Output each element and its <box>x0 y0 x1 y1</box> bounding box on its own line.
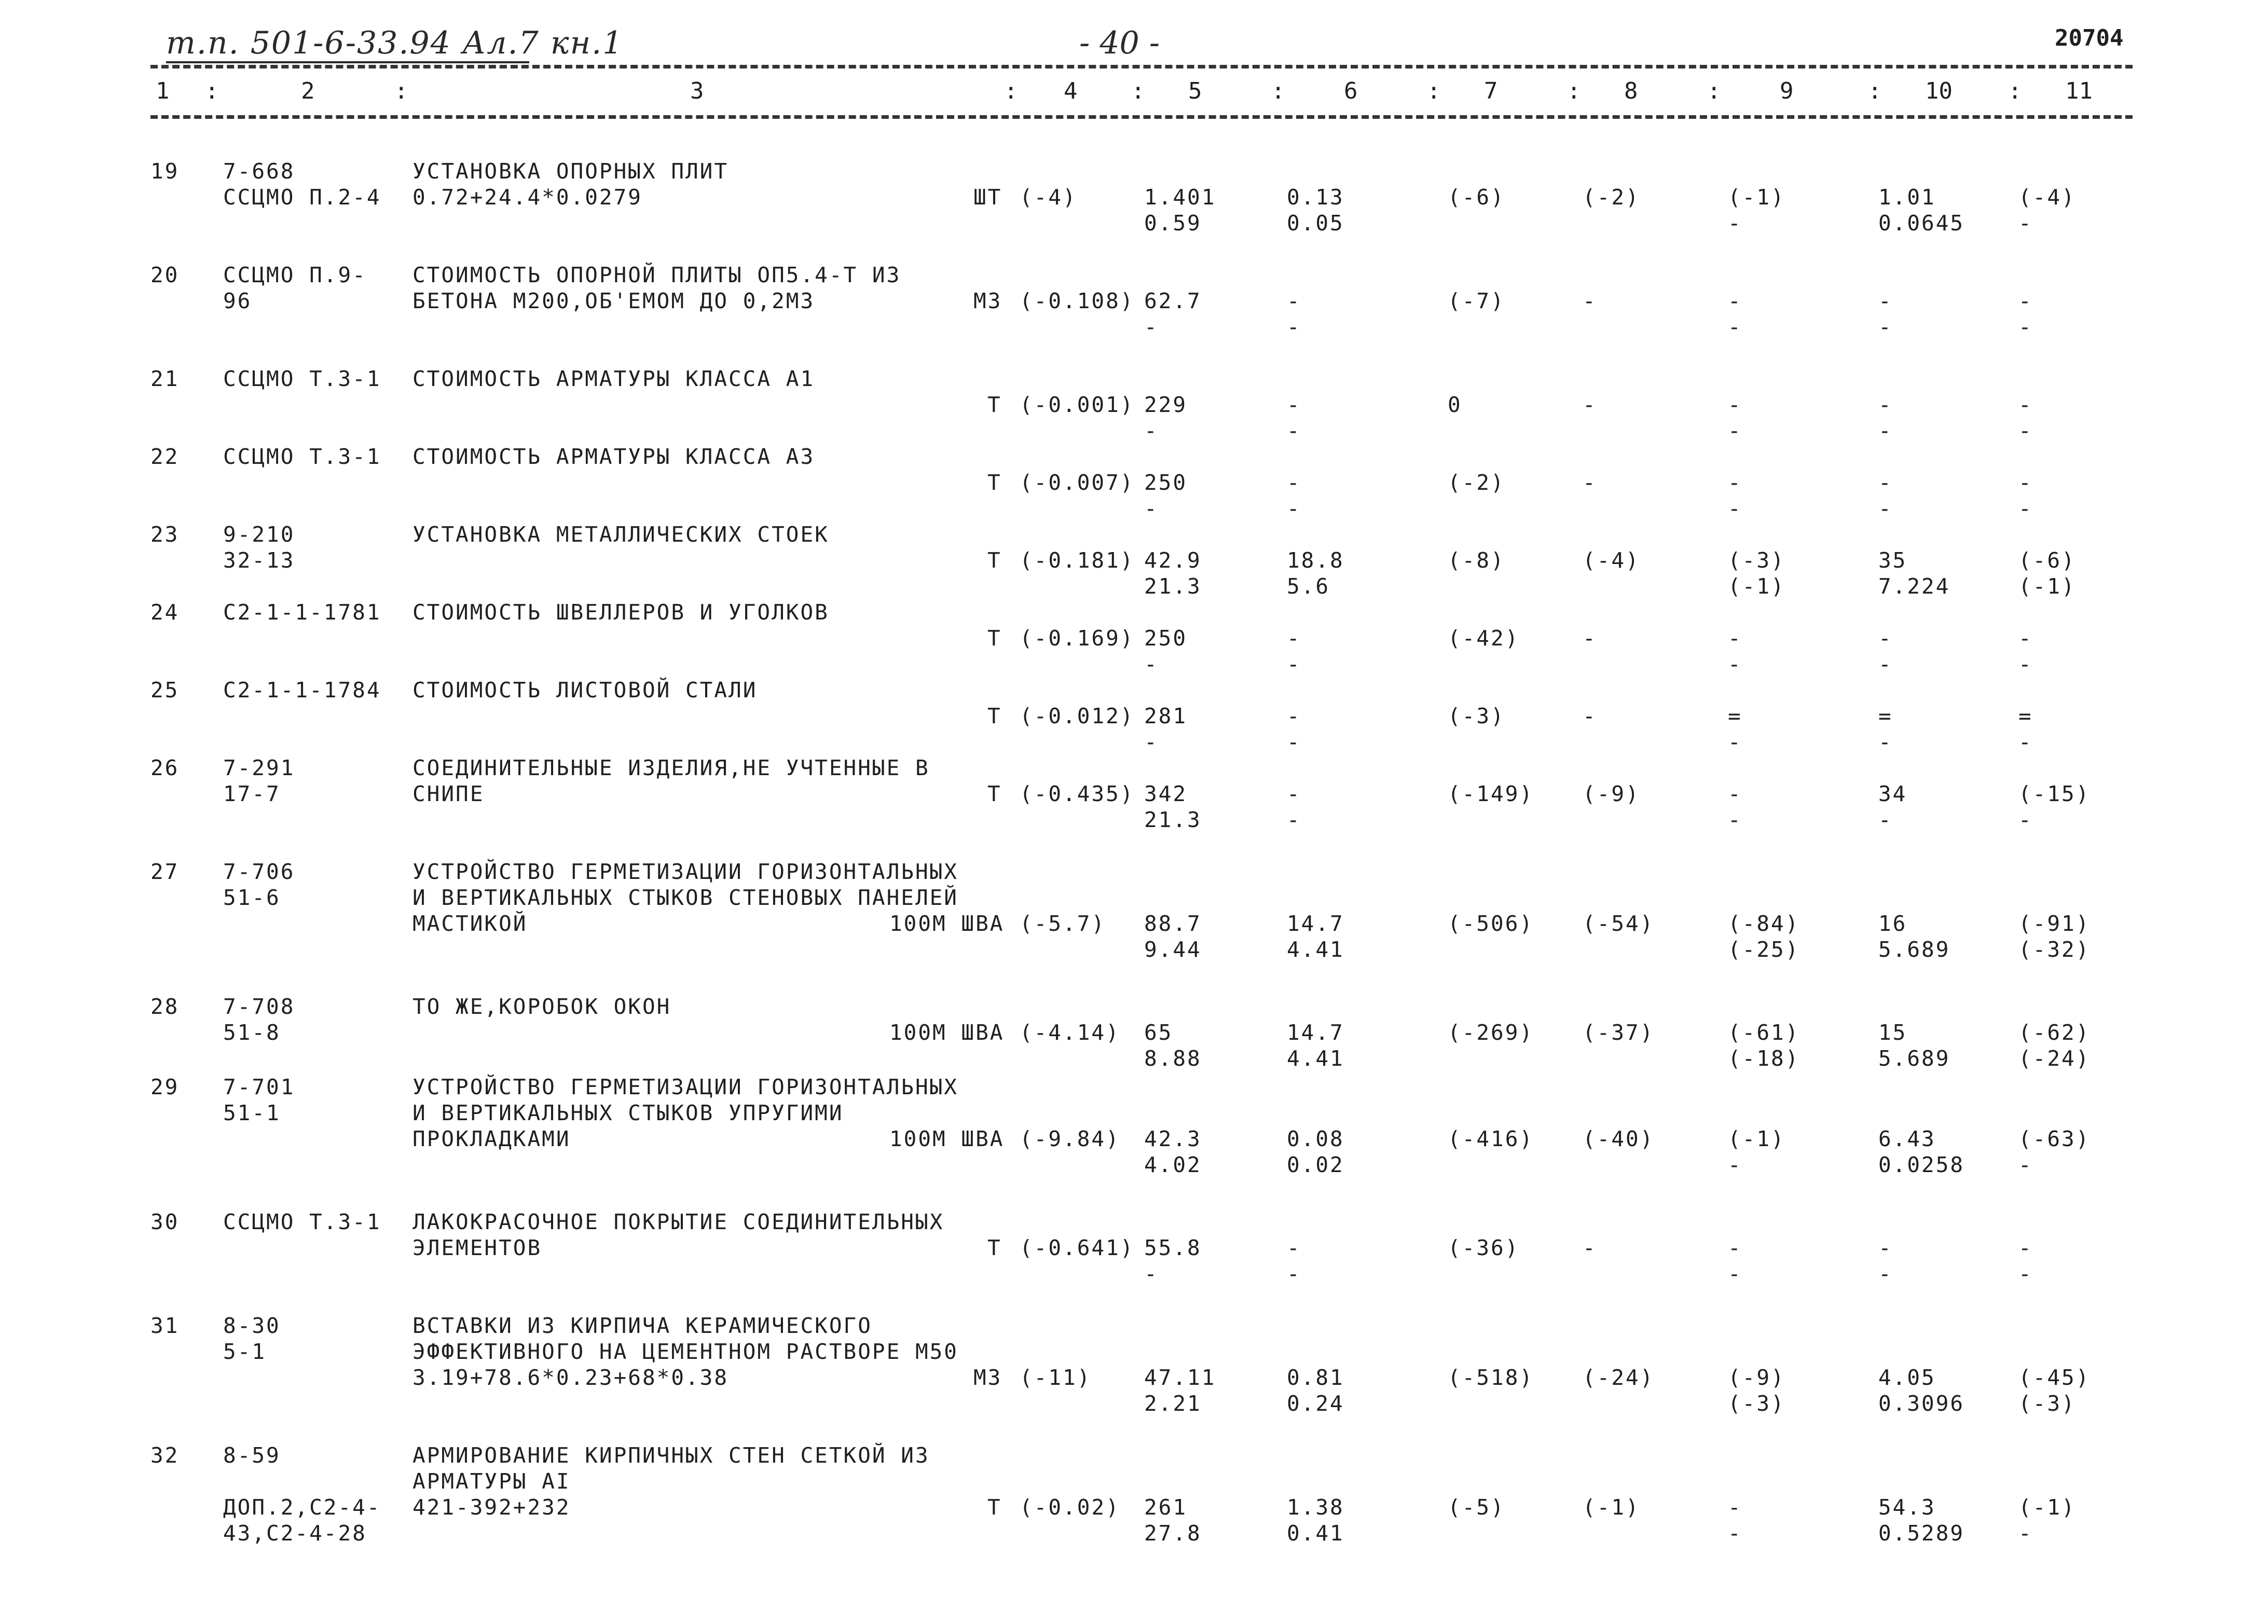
col-11-value: (-1) <box>2018 574 2076 599</box>
col-6-value: 5.6 <box>1287 574 1330 599</box>
col-5-value: 2.21 <box>1144 1391 1202 1416</box>
col-9-value: - <box>1728 652 1742 677</box>
column-number-row <box>0 78 2268 109</box>
col-8-value: (-1) <box>1583 1495 1640 1520</box>
column-separator: : <box>1271 78 1285 104</box>
col-5-value: 42.3 <box>1144 1126 1202 1151</box>
work-name: И ВЕРТИКАЛЬНЫХ СТЫКОВ УПРУГИМИ <box>413 1100 844 1125</box>
col-6-value: 0.24 <box>1287 1391 1344 1416</box>
work-name: УСТРОЙСТВО ГЕРМЕТИЗАЦИИ ГОРИЗОНТАЛЬНЫХ <box>413 1075 958 1099</box>
work-name: УСТАНОВКА МЕТАЛЛИЧЕСКИХ СТОЕК <box>413 522 829 547</box>
col-9-value: - <box>1728 626 1742 651</box>
col-6-value: - <box>1287 626 1301 651</box>
col-5-value: 250 <box>1144 626 1188 651</box>
col-10-value: 0.3096 <box>1878 1391 1965 1416</box>
col-5-value: 42.9 <box>1144 548 1202 573</box>
col-9-value: - <box>1728 314 1742 339</box>
col-10-value: 1.01 <box>1878 185 1936 210</box>
row-number: 27 <box>150 859 180 884</box>
work-name: МАСТИКОЙ <box>413 911 528 936</box>
column-separator: : <box>1707 78 1721 104</box>
col-10-value: - <box>1878 807 1893 832</box>
row-number: 32 <box>150 1443 180 1468</box>
col-6-value: - <box>1287 418 1301 443</box>
column-separator: : <box>1567 78 1581 104</box>
col-5-value: - <box>1144 418 1159 443</box>
work-name: БЕТОНА М200,ОБ'ЕМОМ ДО 0,2М3 <box>413 288 815 313</box>
col-5-value: - <box>1144 314 1159 339</box>
col-6-value: - <box>1287 1235 1301 1260</box>
row-number: 23 <box>150 522 180 547</box>
quantity: (-0.001) <box>1020 392 1135 417</box>
quantity: (-4) <box>1020 185 1077 210</box>
col-6-value: - <box>1287 392 1301 417</box>
col-9-value: (-3) <box>1728 1391 1785 1416</box>
column-separator: : <box>1004 78 1018 104</box>
basis-code: 7-706 <box>223 859 295 884</box>
basis-code: 8-59 <box>223 1443 281 1468</box>
basis-code: 32-13 <box>223 548 295 573</box>
work-name: ЭФФЕКТИВНОГО НА ЦЕМЕНТНОМ РАСТВОРЕ М50 <box>413 1339 958 1364</box>
col-10-value: 35 <box>1878 548 1907 573</box>
basis-code: ССЦМО П.2-4 <box>223 185 381 210</box>
col-10-value: 0.0645 <box>1878 211 1965 236</box>
col-10-value: - <box>1878 470 1893 495</box>
col-8-value: (-40) <box>1583 1126 1655 1151</box>
col-5-value: 229 <box>1144 392 1188 417</box>
column-number: 9 <box>1780 78 1794 104</box>
col-9-value: (-84) <box>1728 911 1800 936</box>
column-number: 5 <box>1188 78 1202 104</box>
col-10-value: - <box>1878 626 1893 651</box>
col-9-value: - <box>1728 1235 1742 1260</box>
quantity: (-0.02) <box>1020 1495 1120 1520</box>
quantity: (-4.14) <box>1020 1020 1120 1045</box>
basis-code: ССЦМО П.9- <box>223 263 367 287</box>
col-7-value: (-36) <box>1448 1235 1520 1260</box>
work-name: АРМАТУРЫ АI <box>413 1469 571 1494</box>
work-name: ВСТАВКИ ИЗ КИРПИЧА КЕРАМИЧЕСКОГО <box>413 1313 872 1338</box>
col-7-value: (-2) <box>1448 470 1505 495</box>
col-10-value: - <box>1878 730 1893 754</box>
col-7-value: (-7) <box>1448 288 1505 313</box>
col-9-value: (-18) <box>1728 1046 1800 1071</box>
col-6-value: 0.81 <box>1287 1365 1344 1390</box>
col-11-value: - <box>2018 807 2033 832</box>
col-5-value: 1.401 <box>1144 185 1216 210</box>
column-number: 4 <box>1064 78 1078 104</box>
quantity: (-5.7) <box>1020 911 1106 936</box>
col-9-value: (-61) <box>1728 1020 1800 1045</box>
col-10-value: - <box>1878 496 1893 521</box>
col-11-value: - <box>2018 418 2033 443</box>
column-number: 6 <box>1344 78 1358 104</box>
work-name: АРМИРОВАНИЕ КИРПИЧНЫХ СТЕН СЕТКОЙ ИЗ <box>413 1443 930 1468</box>
col-7-value: (-42) <box>1448 626 1520 651</box>
col-11-value: (-62) <box>2018 1020 2091 1045</box>
row-number: 29 <box>150 1075 180 1099</box>
col-7-value: (-506) <box>1448 911 1534 936</box>
unit: Т <box>987 548 1002 573</box>
col-5-value: 342 <box>1144 781 1188 806</box>
reference-underline <box>166 61 529 63</box>
work-name: ТО ЖЕ,КОРОБОК ОКОН <box>413 994 671 1019</box>
col-6-value: - <box>1287 781 1301 806</box>
column-separator: : <box>394 78 408 104</box>
col-5-value: 65 <box>1144 1020 1173 1045</box>
col-7-value: (-518) <box>1448 1365 1534 1390</box>
col-10-value: 15 <box>1878 1020 1907 1045</box>
col-11-value: (-45) <box>2018 1365 2091 1390</box>
col-6-value: - <box>1287 807 1301 832</box>
col-9-value: (-1) <box>1728 185 1785 210</box>
col-11-value: (-1) <box>2018 1495 2076 1520</box>
col-9-value: - <box>1728 392 1742 417</box>
col-11-value: - <box>2018 730 2033 754</box>
column-number: 10 <box>1925 78 1953 104</box>
col-7-value: (-6) <box>1448 185 1505 210</box>
col-8-value: (-37) <box>1583 1020 1655 1045</box>
col-7-value: 0 <box>1448 392 1462 417</box>
work-name: СТОИМОСТЬ АРМАТУРЫ КЛАССА А1 <box>413 366 815 391</box>
basis-code: 51-6 <box>223 885 281 910</box>
work-name: УСТАНОВКА ОПОРНЫХ ПЛИТ <box>413 159 729 184</box>
col-6-value: 0.13 <box>1287 185 1344 210</box>
basis-code: 43,С2-4-28 <box>223 1521 367 1546</box>
basis-code: 5-1 <box>223 1339 267 1364</box>
column-separator: : <box>205 78 219 104</box>
col-10-value: - <box>1878 1261 1893 1286</box>
quantity: (-9.84) <box>1020 1126 1120 1151</box>
work-name: СТОИМОСТЬ ШВЕЛЛЕРОВ И УГОЛКОВ <box>413 600 829 625</box>
col-10-value: - <box>1878 1235 1893 1260</box>
page-number: - 40 - <box>1079 25 1160 61</box>
header-rule-bottom <box>150 115 2133 119</box>
col-5-value: - <box>1144 652 1159 677</box>
document-reference: т.п. 501-6-33.94 Ал.7 кн.1 <box>166 25 624 61</box>
quantity: (-0.435) <box>1020 781 1135 806</box>
col-11-value: - <box>2018 288 2033 313</box>
work-name: СТОИМОСТЬ ЛИСТОВОЙ СТАЛИ <box>413 678 758 703</box>
document-number: 20704 <box>2055 25 2124 51</box>
basis-code: 9-210 <box>223 522 295 547</box>
work-name: 0.72+24.4*0.0279 <box>413 185 642 210</box>
col-9-value: - <box>1728 1261 1742 1286</box>
col-5-value: 250 <box>1144 470 1188 495</box>
col-10-value: 7.224 <box>1878 574 1950 599</box>
unit: Т <box>987 1235 1002 1260</box>
col-6-value: - <box>1287 730 1301 754</box>
col-6-value: - <box>1287 1261 1301 1286</box>
work-name: СТОИМОСТЬ ОПОРНОЙ ПЛИТЫ ОП5.4-Т ИЗ <box>413 263 901 287</box>
col-8-value: - <box>1583 626 1597 651</box>
work-name: ПРОКЛАДКАМИ <box>413 1126 571 1151</box>
col-11-value: - <box>2018 211 2033 236</box>
basis-code: 96 <box>223 288 252 313</box>
col-5-value: 9.44 <box>1144 937 1202 962</box>
unit: Т <box>987 704 1002 728</box>
col-6-value: - <box>1287 314 1301 339</box>
col-11-value: = <box>2018 704 2033 728</box>
col-9-value: - <box>1728 470 1742 495</box>
col-10-value: 16 <box>1878 911 1907 936</box>
col-10-value: 5.689 <box>1878 1046 1950 1071</box>
row-number: 25 <box>150 678 180 703</box>
col-6-value: 18.8 <box>1287 548 1344 573</box>
row-number: 20 <box>150 263 180 287</box>
basis-code: С2-1-1-1781 <box>223 600 381 625</box>
unit: Т <box>987 1495 1002 1520</box>
column-separator: : <box>2008 78 2022 104</box>
col-11-value: - <box>2018 314 2033 339</box>
col-11-value: - <box>2018 470 2033 495</box>
col-7-value: (-5) <box>1448 1495 1505 1520</box>
column-number: 3 <box>690 78 704 104</box>
col-9-value: (-25) <box>1728 937 1800 962</box>
unit: М3 <box>973 288 1002 313</box>
col-5-value: - <box>1144 1261 1159 1286</box>
basis-code: ДОП.2,С2-4- <box>223 1495 381 1520</box>
unit: 100М ШВА <box>889 911 1005 936</box>
col-5-value: 261 <box>1144 1495 1188 1520</box>
work-name: И ВЕРТИКАЛЬНЫХ СТЫКОВ СТЕНОВЫХ ПАНЕЛЕЙ <box>413 885 958 910</box>
col-9-value: - <box>1728 730 1742 754</box>
unit: 100М ШВА <box>889 1126 1005 1151</box>
col-6-value: 4.41 <box>1287 937 1344 962</box>
col-5-value: 27.8 <box>1144 1521 1202 1546</box>
quantity: (-0.012) <box>1020 704 1135 728</box>
col-8-value: (-9) <box>1583 781 1640 806</box>
col-6-value: - <box>1287 704 1301 728</box>
col-5-value: - <box>1144 496 1159 521</box>
quantity: (-11) <box>1020 1365 1092 1390</box>
col-11-value: (-6) <box>2018 548 2076 573</box>
col-11-value: - <box>2018 1152 2033 1177</box>
col-9-value: - <box>1728 807 1742 832</box>
col-6-value: - <box>1287 288 1301 313</box>
col-10-value: - <box>1878 418 1893 443</box>
col-5-value: 55.8 <box>1144 1235 1202 1260</box>
unit: Т <box>987 392 1002 417</box>
header-rule-top <box>150 65 2133 68</box>
work-name: УСТРОЙСТВО ГЕРМЕТИЗАЦИИ ГОРИЗОНТАЛЬНЫХ <box>413 859 958 884</box>
col-11-value: - <box>2018 392 2033 417</box>
col-11-value: (-24) <box>2018 1046 2091 1071</box>
col-9-value: (-9) <box>1728 1365 1785 1390</box>
row-number: 30 <box>150 1209 180 1234</box>
col-5-value: 281 <box>1144 704 1188 728</box>
col-10-value: 6.43 <box>1878 1126 1936 1151</box>
col-6-value: - <box>1287 652 1301 677</box>
work-name: СНИПЕ <box>413 781 485 806</box>
unit: Т <box>987 626 1002 651</box>
col-7-value: (-3) <box>1448 704 1505 728</box>
quantity: (-0.181) <box>1020 548 1135 573</box>
col-9-value: - <box>1728 288 1742 313</box>
col-8-value: (-24) <box>1583 1365 1655 1390</box>
basis-code: ССЦМО Т.3-1 <box>223 366 381 391</box>
column-number: 11 <box>2065 78 2093 104</box>
column-separator: : <box>1868 78 1882 104</box>
col-11-value: (-63) <box>2018 1126 2091 1151</box>
basis-code: 7-291 <box>223 755 295 780</box>
col-8-value: (-4) <box>1583 548 1640 573</box>
col-10-value: 4.05 <box>1878 1365 1936 1390</box>
column-number: 2 <box>301 78 315 104</box>
work-name: СОЕДИНИТЕЛЬНЫЕ ИЗДЕЛИЯ,НЕ УЧТЕННЫЕ В <box>413 755 930 780</box>
col-5-value: 8.88 <box>1144 1046 1202 1071</box>
col-9-value: - <box>1728 211 1742 236</box>
row-number: 21 <box>150 366 180 391</box>
unit: М3 <box>973 1365 1002 1390</box>
col-5-value: 21.3 <box>1144 807 1202 832</box>
basis-code: 51-1 <box>223 1100 281 1125</box>
col-6-value: 0.41 <box>1287 1521 1344 1546</box>
col-6-value: 1.38 <box>1287 1495 1344 1520</box>
col-9-value: - <box>1728 1152 1742 1177</box>
quantity: (-0.108) <box>1020 288 1135 313</box>
col-11-value: - <box>2018 1235 2033 1260</box>
col-9-value: (-3) <box>1728 548 1785 573</box>
work-name: 3.19+78.6*0.23+68*0.38 <box>413 1365 729 1390</box>
work-name: 421-392+232 <box>413 1495 571 1520</box>
basis-code: 7-668 <box>223 159 295 184</box>
row-number: 28 <box>150 994 180 1019</box>
basis-code: 17-7 <box>223 781 281 806</box>
col-8-value: - <box>1583 392 1597 417</box>
row-number: 31 <box>150 1313 180 1338</box>
col-8-value: - <box>1583 704 1597 728</box>
unit: 100М ШВА <box>889 1020 1005 1045</box>
quantity: (-0.007) <box>1020 470 1135 495</box>
unit: Т <box>987 470 1002 495</box>
quantity: (-0.169) <box>1020 626 1135 651</box>
column-separator: : <box>1131 78 1145 104</box>
col-6-value: - <box>1287 470 1301 495</box>
col-5-value: 21.3 <box>1144 574 1202 599</box>
col-7-value: (-8) <box>1448 548 1505 573</box>
col-9-value: - <box>1728 1495 1742 1520</box>
col-5-value: 47.11 <box>1144 1365 1216 1390</box>
col-5-value: 4.02 <box>1144 1152 1202 1177</box>
col-7-value: (-416) <box>1448 1126 1534 1151</box>
col-7-value: (-149) <box>1448 781 1534 806</box>
basis-code: 51-8 <box>223 1020 281 1045</box>
col-10-value: 0.5289 <box>1878 1521 1965 1546</box>
col-9-value: - <box>1728 781 1742 806</box>
unit: Т <box>987 781 1002 806</box>
col-6-value: 0.02 <box>1287 1152 1344 1177</box>
column-number: 7 <box>1484 78 1498 104</box>
col-6-value: 0.08 <box>1287 1126 1344 1151</box>
col-11-value: (-15) <box>2018 781 2091 806</box>
col-11-value: - <box>2018 496 2033 521</box>
basis-code: 7-701 <box>223 1075 295 1099</box>
work-name: ЛАКОКРАСОЧНОЕ ПОКРЫТИЕ СОЕДИНИТЕЛЬНЫХ <box>413 1209 944 1234</box>
basis-code: ССЦМО Т.3-1 <box>223 1209 381 1234</box>
col-10-value: - <box>1878 314 1893 339</box>
basis-code: ССЦМО Т.3-1 <box>223 444 381 469</box>
col-9-value: - <box>1728 1521 1742 1546</box>
col-7-value: (-269) <box>1448 1020 1534 1045</box>
column-number: 1 <box>156 78 170 104</box>
col-5-value: 62.7 <box>1144 288 1202 313</box>
col-11-value: - <box>2018 652 2033 677</box>
col-11-value: (-91) <box>2018 911 2091 936</box>
work-name: СТОИМОСТЬ АРМАТУРЫ КЛАССА А3 <box>413 444 815 469</box>
col-6-value: 14.7 <box>1287 1020 1344 1045</box>
col-9-value: - <box>1728 418 1742 443</box>
col-5-value: - <box>1144 730 1159 754</box>
col-8-value: (-54) <box>1583 911 1655 936</box>
col-8-value: - <box>1583 288 1597 313</box>
unit: ШТ <box>973 185 1002 210</box>
col-6-value: 14.7 <box>1287 911 1344 936</box>
col-6-value: 4.41 <box>1287 1046 1344 1071</box>
col-8-value: - <box>1583 1235 1597 1260</box>
col-10-value: - <box>1878 288 1893 313</box>
col-9-value: = <box>1728 704 1742 728</box>
col-10-value: = <box>1878 704 1893 728</box>
row-number: 24 <box>150 600 180 625</box>
col-8-value: (-2) <box>1583 185 1640 210</box>
col-11-value: - <box>2018 1521 2033 1546</box>
col-9-value: - <box>1728 496 1742 521</box>
work-name: ЭЛЕМЕНТОВ <box>413 1235 542 1260</box>
col-10-value: 0.0258 <box>1878 1152 1965 1177</box>
col-6-value: - <box>1287 496 1301 521</box>
quantity: (-0.641) <box>1020 1235 1135 1260</box>
column-number: 8 <box>1624 78 1638 104</box>
row-number: 19 <box>150 159 180 184</box>
col-9-value: (-1) <box>1728 1126 1785 1151</box>
col-11-value: (-3) <box>2018 1391 2076 1416</box>
column-separator: : <box>1427 78 1441 104</box>
col-9-value: (-1) <box>1728 574 1785 599</box>
col-10-value: - <box>1878 392 1893 417</box>
basis-code: 7-708 <box>223 994 295 1019</box>
col-5-value: 0.59 <box>1144 211 1202 236</box>
col-11-value: - <box>2018 626 2033 651</box>
row-number: 26 <box>150 755 180 780</box>
col-10-value: - <box>1878 652 1893 677</box>
col-11-value: (-32) <box>2018 937 2091 962</box>
col-8-value: - <box>1583 470 1597 495</box>
col-5-value: 88.7 <box>1144 911 1202 936</box>
basis-code: С2-1-1-1784 <box>223 678 381 703</box>
col-10-value: 5.689 <box>1878 937 1950 962</box>
col-11-value: (-4) <box>2018 185 2076 210</box>
row-number: 22 <box>150 444 180 469</box>
col-6-value: 0.05 <box>1287 211 1344 236</box>
col-10-value: 54.3 <box>1878 1495 1936 1520</box>
col-11-value: - <box>2018 1261 2033 1286</box>
basis-code: 8-30 <box>223 1313 281 1338</box>
col-10-value: 34 <box>1878 781 1907 806</box>
